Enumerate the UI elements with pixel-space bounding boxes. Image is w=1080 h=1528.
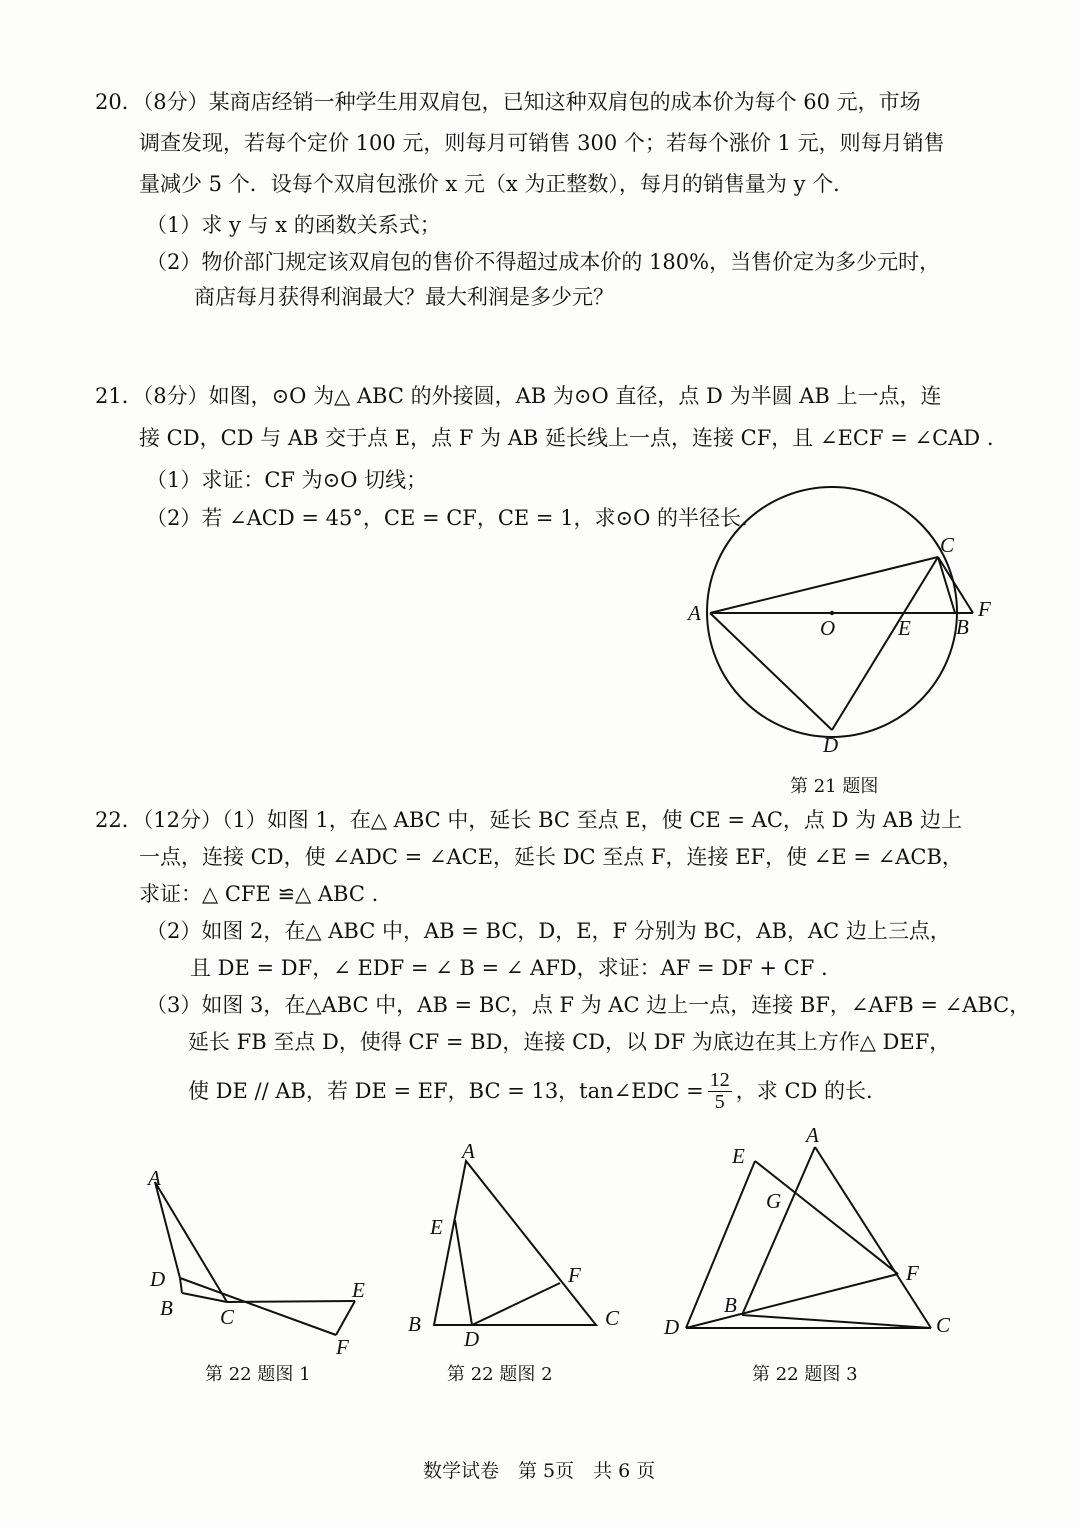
page-footer: 数学试卷 第 5页 共 6 页 bbox=[423, 1460, 656, 1482]
seg-ad bbox=[155, 1182, 180, 1278]
label-d: D bbox=[823, 733, 839, 757]
seg-df bbox=[686, 1274, 898, 1328]
seg-ac bbox=[155, 1182, 227, 1302]
seg-df bbox=[472, 1283, 560, 1325]
seg-ed bbox=[455, 1220, 472, 1325]
label-a: A bbox=[688, 601, 701, 625]
q22-part2a: （2）如图 2，在△ ABC 中，AB = BC，D，E，F 分别为 BC，AB，AC 边上三点， bbox=[146, 919, 951, 943]
fig3-label-d: D bbox=[664, 1315, 680, 1339]
segment-cf bbox=[938, 557, 973, 613]
q22-line3: 求证：△ CFE ≌△ ABC . bbox=[139, 882, 379, 906]
q22-part3c bbox=[188, 1070, 873, 1113]
seg-bc bbox=[742, 1315, 931, 1328]
caption-fig22-1: 第 22 题图 1 bbox=[205, 1364, 311, 1385]
seg-bc bbox=[182, 1293, 227, 1302]
label-e: E bbox=[898, 616, 911, 640]
center-point bbox=[830, 611, 834, 615]
fig1-label-d: D bbox=[150, 1267, 166, 1291]
figure-22-2 bbox=[400, 1140, 640, 1355]
seg-ef bbox=[755, 1161, 898, 1274]
q22-line2: 一点，连接 CD，使 ∠ADC = ∠ACE，延长 DC 至点 F，连接 EF，使 ∠E = ∠ACB， bbox=[139, 845, 963, 869]
q21-line2: 接 CD，CD 与 AB 交于点 E，点 F 为 AB 延长线上一点，连接 CF，且 ∠ECF = ∠CAD . bbox=[139, 426, 994, 450]
fig3-label-g: G bbox=[766, 1189, 782, 1213]
q21-line1: 21．（8分）如图，⊙O 为△ ABC 的外接圆，AB 为⊙O 直径，点 D 为半圆 AB 上一点，连 bbox=[95, 384, 942, 408]
q22-part2b: 且 DE = DF，∠ EDF = ∠ B = ∠ AFD，求证：AF = DF + CF . bbox=[190, 956, 828, 980]
q20-line2: 调查发现，若每个定价 100 元，则每月可销售 300 个；若每个涨价 1 元，则每月销售 bbox=[139, 131, 945, 155]
segment-cb bbox=[938, 557, 955, 613]
q20-part1: （1）求 y 与 x 的函数关系式； bbox=[146, 213, 441, 237]
label-c: C bbox=[940, 533, 955, 557]
q22-line1: 22．（12分）（1）如图 1，在△ ABC 中，延长 BC 至点 E，使 CE = AC，点 D 为 AB 边上 bbox=[95, 808, 963, 832]
fig2-label-d: D bbox=[464, 1327, 480, 1351]
q21-part2: （2）若 ∠ACD = 45°，CE = CF，CE = 1，求⊙O 的半径长. bbox=[146, 506, 748, 530]
q20-part2a: （2）物价部门规定该双肩包的售价不得超过成本价的 180%，当售价定为多少元时， bbox=[146, 250, 941, 274]
segment-ad bbox=[710, 613, 832, 730]
label-o: O bbox=[820, 616, 836, 640]
fig2-label-c: C bbox=[605, 1306, 620, 1330]
q20-part2b: 商店每月获得利润最大？最大利润是多少元？ bbox=[194, 285, 614, 309]
fig3-label-a: A bbox=[806, 1123, 819, 1147]
label-b: B bbox=[956, 615, 969, 639]
figure-22-3 bbox=[660, 1120, 980, 1350]
caption-fig21: 第 21 题图 bbox=[790, 776, 879, 797]
fraction-12-5 bbox=[708, 1070, 732, 1113]
caption-fig22-2: 第 22 题图 2 bbox=[447, 1364, 553, 1385]
q22-part3c-pre: 使 DE // AB，若 DE = EF，BC = 13，tan∠EDC = bbox=[188, 1078, 704, 1103]
q20-line3: 量减少 5 个．设每个双肩包涨价 x 元（x 为正整数），每月的销售量为 y 个． bbox=[139, 172, 855, 196]
fig1-label-a: A bbox=[148, 1166, 161, 1190]
fig2-label-f: F bbox=[568, 1263, 581, 1287]
figure-21 bbox=[660, 480, 1020, 770]
segment-ac bbox=[710, 557, 938, 613]
seg-ce bbox=[227, 1301, 355, 1302]
fraction-denominator: 5 bbox=[714, 1091, 725, 1113]
fig2-label-a: A bbox=[462, 1140, 475, 1163]
fig1-label-f: F bbox=[336, 1335, 349, 1359]
q22-part3b: 延长 FB 至点 D，使得 CF = BD，连接 CD，以 DF 为底边在其上方作△ DEF， bbox=[188, 1030, 951, 1054]
fig1-label-c: C bbox=[220, 1305, 235, 1329]
seg-ab bbox=[742, 1147, 815, 1315]
segment-cd bbox=[832, 557, 938, 730]
fig2-label-e: E bbox=[430, 1215, 443, 1239]
seg-de bbox=[686, 1161, 755, 1328]
caption-fig22-3: 第 22 题图 3 bbox=[752, 1364, 858, 1385]
seg-df bbox=[180, 1278, 336, 1335]
fig3-label-f: F bbox=[906, 1261, 919, 1285]
q21-part1: （1）求证：CF 为⊙O 切线； bbox=[146, 468, 428, 492]
fig3-label-e: E bbox=[732, 1144, 745, 1168]
fig3-label-c: C bbox=[936, 1313, 951, 1337]
label-f: F bbox=[978, 597, 991, 621]
q20-line1: 20．（8分）某商店经销一种学生用双肩包，已知这种双肩包的成本价为每个 60 元，市场 bbox=[95, 90, 921, 114]
seg-db bbox=[180, 1278, 182, 1293]
fraction-numerator: 12 bbox=[709, 1069, 730, 1091]
fig3-label-b: B bbox=[724, 1293, 737, 1317]
fig2-label-b: B bbox=[408, 1312, 421, 1336]
fig1-label-e: E bbox=[352, 1278, 365, 1302]
seg-ef bbox=[336, 1301, 355, 1335]
seg-ac bbox=[815, 1147, 931, 1328]
q22-part3c-post: ，求 CD 的长. bbox=[735, 1078, 873, 1103]
q22-part3a: （3）如图 3，在△ABC 中，AB = BC，点 F 为 AC 边上一点，连接 BF，∠AFB = ∠ABC， bbox=[146, 993, 1031, 1017]
fig1-label-b: B bbox=[160, 1296, 173, 1320]
figure-22-1 bbox=[140, 1160, 380, 1360]
